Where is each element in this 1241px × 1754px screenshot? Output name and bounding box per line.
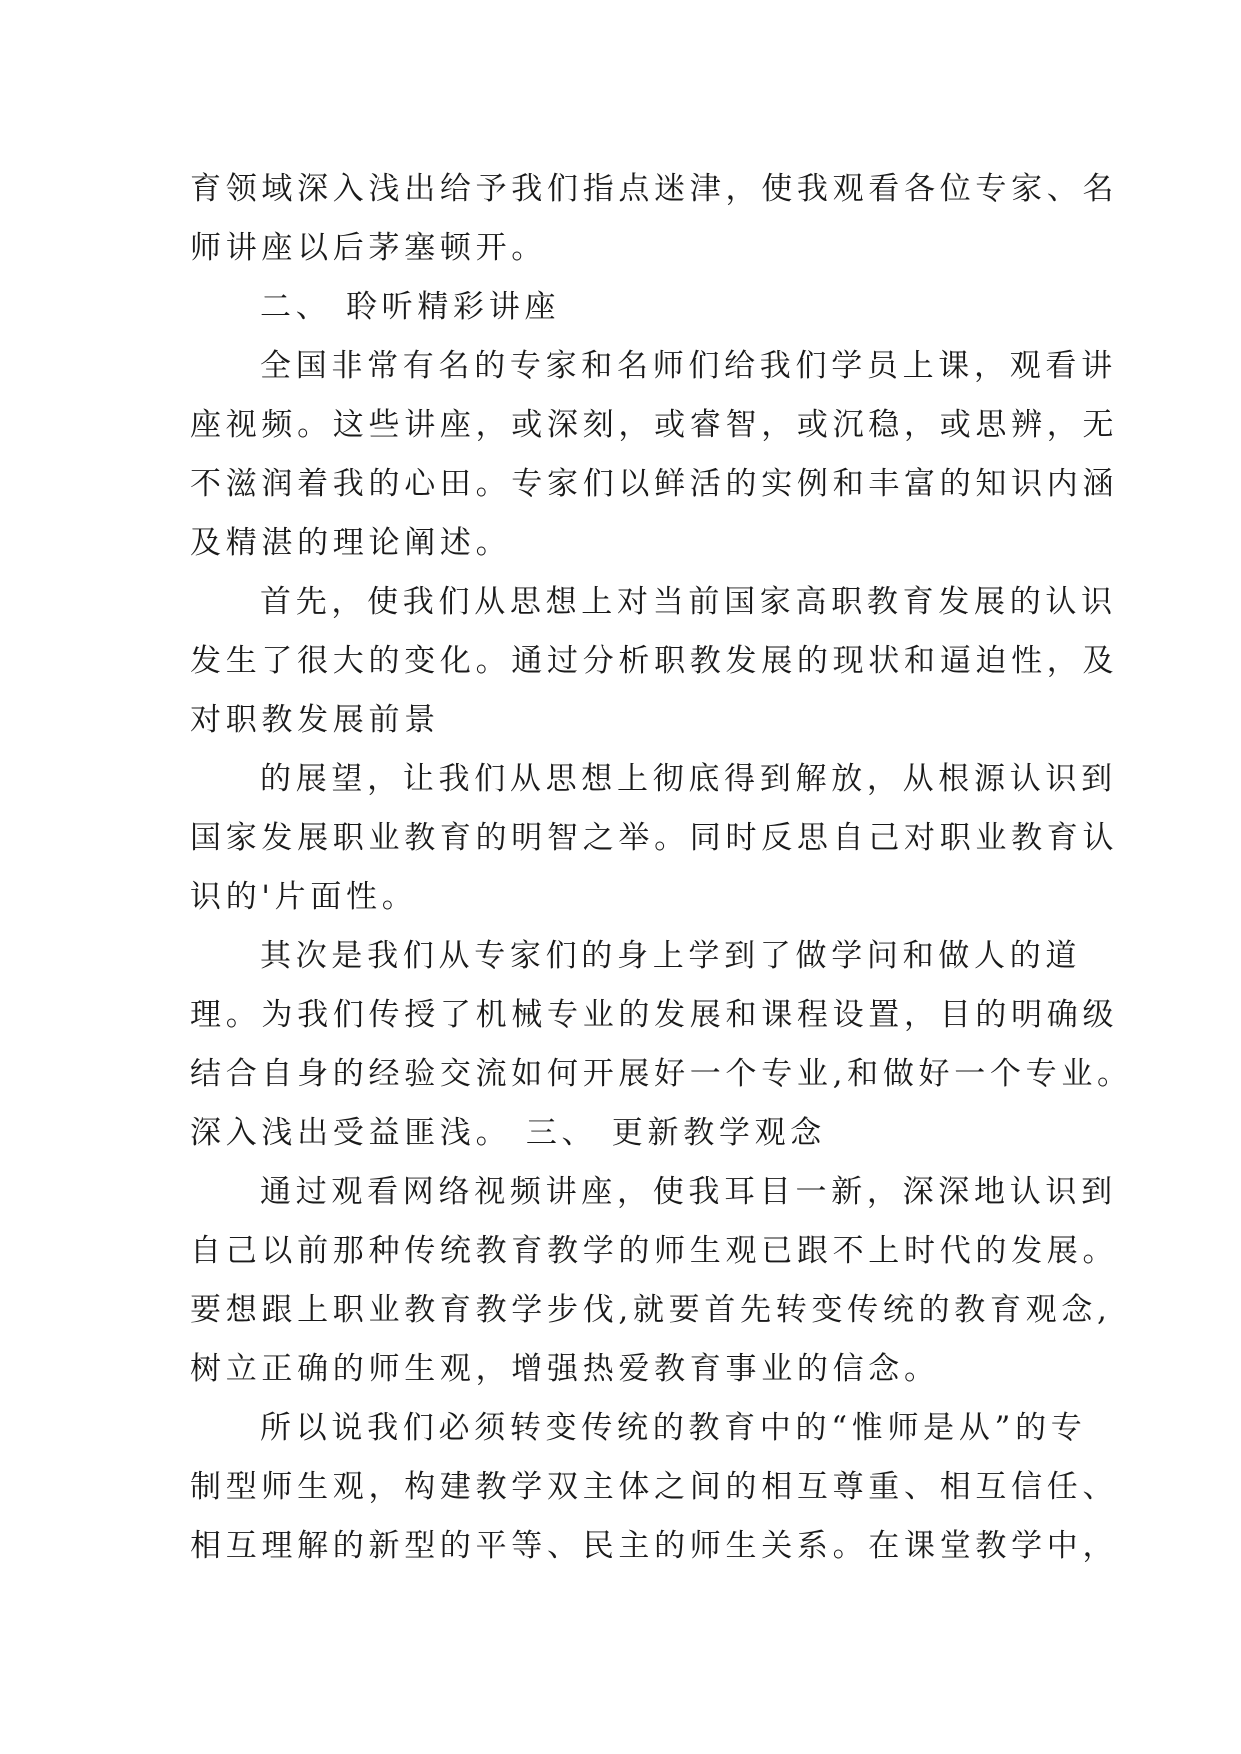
text-line: 首先，使我们从思想上对当前国家高职教育发展的认识	[260, 584, 1117, 620]
text-line: 师讲座以后茅塞顿开。	[190, 230, 547, 266]
text-line: 所以说我们必须转变传统的教育中的“惟师是从”的专	[260, 1410, 1087, 1446]
text-line: 深入浅出受益匪浅。 三、 更新教学观念	[190, 1115, 827, 1151]
text-line: 识的'片面性。	[190, 879, 418, 915]
text-line: 自己以前那种传统教育教学的师生观已跟不上时代的发展。	[190, 1233, 1119, 1269]
text-line: 理。为我们传授了机械专业的发展和课程设置，目的明确级	[190, 997, 1119, 1033]
text-line: 国家发展职业教育的明智之举。同时反思自己对职业教育认	[190, 820, 1119, 856]
text-line: 全国非常有名的专家和名师们给我们学员上课，观看讲	[260, 348, 1117, 384]
section-heading: 二、 聆听精彩讲座	[260, 289, 561, 325]
text-line: 制型师生观，构建教学双主体之间的相互尊重、相互信任、	[190, 1469, 1119, 1505]
text-line: 对职教发展前景	[190, 702, 440, 738]
text-line: 结合自身的经验交流如何开展好一个专业,和做好一个专业。	[190, 1056, 1133, 1092]
text-line: 的展望，让我们从思想上彻底得到解放，从根源认识到	[260, 761, 1117, 797]
text-line: 通过观看网络视频讲座，使我耳目一新，深深地认识到	[260, 1174, 1117, 1210]
text-line: 不滋润着我的心田。专家们以鲜活的实例和丰富的知识内涵	[190, 466, 1119, 502]
text-line: 树立正确的师生观，增强热爱教育事业的信念。	[190, 1351, 940, 1387]
text-line: 相互理解的新型的平等、民主的师生关系。在课堂教学中，	[190, 1528, 1119, 1564]
text-line: 及精湛的理论阐述。	[190, 525, 512, 561]
text-line: 座视频。这些讲座，或深刻，或睿智，或沉稳，或思辨，无	[190, 407, 1119, 443]
text-line: 其次是我们从专家们的身上学到了做学问和做人的道	[260, 938, 1082, 974]
document-body	[190, 160, 1133, 1576]
text-line: 发生了很大的变化。通过分析职教发展的现状和逼迫性，及	[190, 643, 1119, 679]
text-line: 育领域深入浅出给予我们指点迷津，使我观看各位专家、名	[190, 171, 1119, 207]
text-line: 要想跟上职业教育教学步伐,就要首先转变传统的教育观念,	[190, 1292, 1112, 1328]
